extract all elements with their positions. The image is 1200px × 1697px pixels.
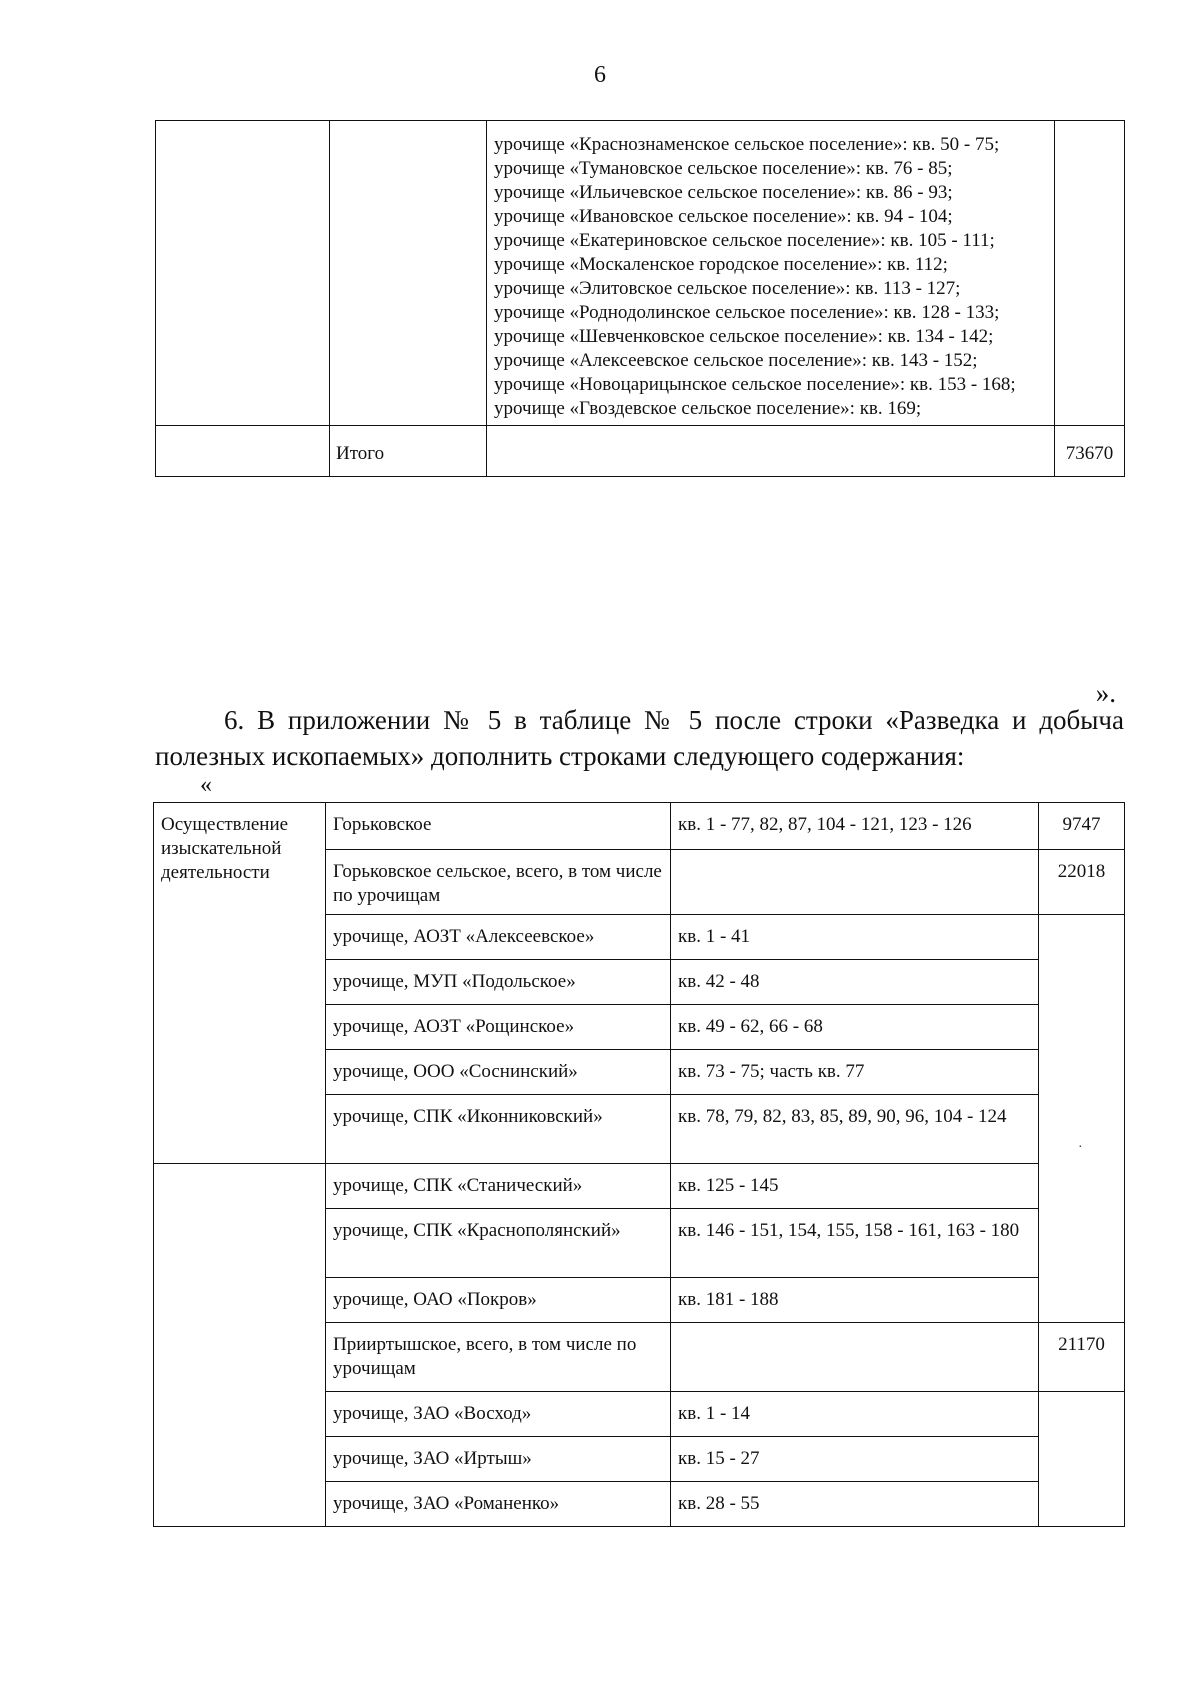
quarters: кв. 181 - 188 [671, 1278, 1039, 1323]
list-item: урочище «Тумановское сельское поселение»: кв. 76 - 85; [494, 158, 953, 179]
list-item: урочище «Ивановское сельское поселение»: кв. 94 - 104; [494, 206, 953, 227]
page-number: 6 [594, 62, 606, 88]
tract-name: урочище, ООО «Соснинский» [326, 1050, 671, 1095]
total-value: 73670 [1055, 426, 1125, 477]
list-item: урочище «Элитовское сельское поселение»: кв. 113 - 127; [494, 278, 961, 299]
tract-name: урочище, ЗАО «Романенко» [326, 1482, 671, 1527]
tract-name: урочище, МУП «Подольское» [326, 960, 671, 1005]
closing-quote: ». [1095, 678, 1116, 708]
quarters: кв. 125 - 145 [671, 1164, 1039, 1209]
quarters: кв. 1 - 77, 82, 87, 104 - 121, 123 - 126 [671, 803, 1039, 850]
empty-cell [487, 426, 1055, 477]
tract-name: урочище, АОЗТ «Алексеевское» [326, 915, 671, 960]
quarters: кв. 1 - 14 [671, 1392, 1039, 1437]
tract-name: урочище, ЗАО «Иртыш» [326, 1437, 671, 1482]
tract-name: урочище, СПК «Иконниковский» [326, 1095, 671, 1164]
tract-name: урочище, АОЗТ «Рощинское» [326, 1005, 671, 1050]
quarters: кв. 15 - 27 [671, 1437, 1039, 1482]
empty-cell [156, 426, 330, 477]
tract-name: урочище, ЗАО «Восход» [326, 1392, 671, 1437]
tract-name: урочище, СПК «Станический» [326, 1164, 671, 1209]
exploration-areas-table [153, 802, 1125, 1527]
quarters: кв. 73 - 75; часть кв. 77 [671, 1050, 1039, 1095]
list-item: урочище «Алексеевское сельское поселение»: кв. 143 - 152; [494, 350, 978, 371]
table-row [154, 1164, 1125, 1209]
activity-label: Осуществление изыскательной деятельности [154, 803, 326, 1164]
tract-name: урочище, ОАО «Покров» [326, 1278, 671, 1323]
amendment-paragraph [155, 702, 1124, 774]
list-item: урочище «Роднодолинское сельское поселение»: кв. 128 - 133; [494, 302, 1000, 323]
list-item: урочище «Москаленское городское поселение»: кв. 112; [494, 254, 948, 275]
activity-empty-cell [154, 1164, 326, 1527]
quarters [671, 850, 1039, 915]
tracts-list-cell [487, 121, 1055, 426]
forestry-name: Горьковское [326, 803, 671, 850]
list-item: урочище «Ильичевское сельское поселение»: кв. 86 - 93; [494, 182, 953, 203]
list-item: урочище «Екатериновское сельское поселение»: кв. 105 - 111; [494, 230, 995, 251]
forestry-cell [330, 121, 487, 426]
total-label: Итого [330, 426, 487, 477]
activity-cell [156, 121, 330, 426]
table-row [154, 803, 1125, 850]
list-item: урочище «Новоцарицынское сельское поселение»: кв. 153 - 168; [494, 374, 1016, 395]
forestry-name: Горьковское сельское, всего, в том числе по урочищам [326, 850, 671, 915]
area-empty-merged [1039, 915, 1125, 1323]
area-cell [1055, 121, 1125, 426]
tract-name: урочище, СПК «Краснополянский» [326, 1209, 671, 1278]
quarters: кв. 49 - 62, 66 - 68 [671, 1005, 1039, 1050]
forest-areas-table-continued [155, 120, 1125, 477]
quarters: кв. 42 - 48 [671, 960, 1039, 1005]
area-value: 22018 [1039, 850, 1125, 915]
quarters [671, 1323, 1039, 1392]
quarters: кв. 78, 79, 82, 83, 85, 89, 90, 96, 104 - 124 [671, 1095, 1039, 1164]
list-item: урочище «Краснознаменское сельское поселение»: кв. 50 - 75; [494, 134, 1000, 155]
list-item: урочище «Шевченковское сельское поселение»: кв. 134 - 142; [494, 326, 994, 347]
list-item: урочище «Гвоздевское сельское поселение»: кв. 169; [494, 398, 922, 419]
forestry-name: Прииртышское, всего, в том числе по урочищам [326, 1323, 671, 1392]
area-value: 9747 [1039, 803, 1125, 850]
quarters: кв. 1 - 41 [671, 915, 1039, 960]
scan-speck: · [1078, 1140, 1083, 1155]
quarters: кв. 28 - 55 [671, 1482, 1039, 1527]
area-empty-merged [1039, 1392, 1125, 1527]
table-row [156, 121, 1125, 426]
paragraph-line-1: 6. В приложении № 5 в таблице № 5 после строки «Разведка и добыча [224, 705, 1124, 735]
paragraph-line-2: полезных ископаемых» дополнить строками следующего содержания: [155, 741, 965, 771]
opening-quote: « [200, 772, 212, 798]
total-row [156, 426, 1125, 477]
area-value: 21170 [1039, 1323, 1125, 1392]
quarters: кв. 146 - 151, 154, 155, 158 - 161, 163 - 180 [671, 1209, 1039, 1278]
